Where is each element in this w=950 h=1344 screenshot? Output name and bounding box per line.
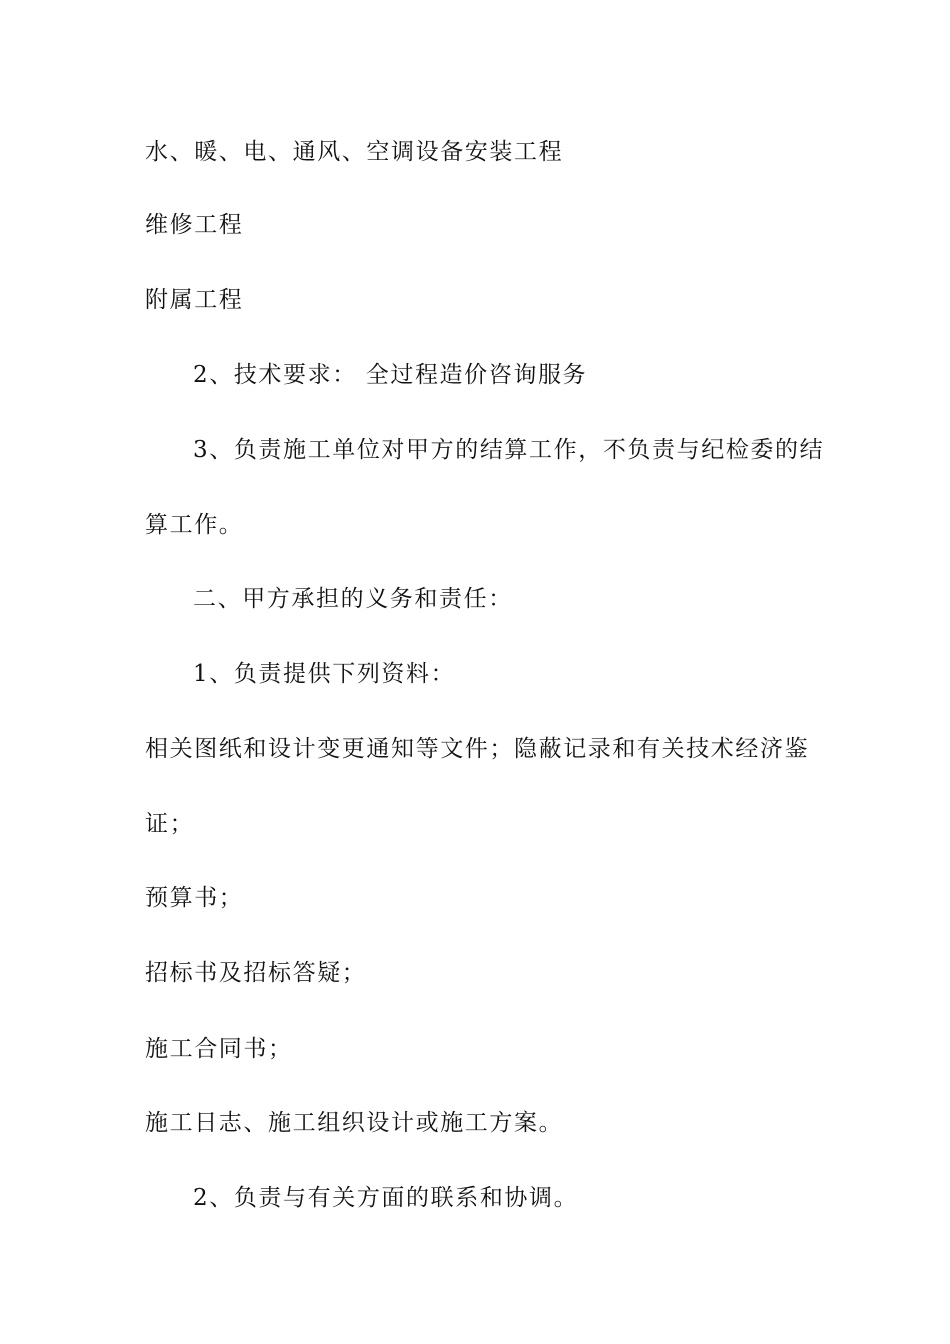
text-line-drawings-2: 证； bbox=[145, 811, 195, 837]
text-line-settlement-2: 算工作。 bbox=[145, 512, 244, 538]
text-line-construction-log: 施工日志、施工组织设计或施工方案。 bbox=[145, 1110, 564, 1136]
text-line-tech-requirements: 2、技术要求： 全过程造价咨询服务 bbox=[193, 362, 588, 388]
text-line-coordination: 2、负责与有关方面的联系和协调。 bbox=[193, 1185, 579, 1211]
text-line-tender: 招标书及招标答疑； bbox=[145, 960, 367, 986]
text-line-ancillary: 附属工程 bbox=[145, 287, 244, 313]
section-heading-obligations: 二、甲方承担的义务和责任： bbox=[193, 586, 513, 612]
text-line-provide-materials: 1、负责提供下列资料： bbox=[193, 661, 456, 687]
text-line-installation: 水、暖、电、通风、空调设备安装工程 bbox=[145, 139, 564, 165]
text-line-contract: 施工合同书； bbox=[145, 1036, 293, 1062]
text-line-maintenance: 维修工程 bbox=[145, 212, 244, 238]
text-line-settlement-1: 3、负责施工单位对甲方的结算工作，不负责与纪检委的结 bbox=[193, 437, 825, 463]
text-line-drawings-1: 相关图纸和设计变更通知等文件；隐蔽记录和有关技术经济鉴 bbox=[145, 736, 810, 762]
text-line-budget: 预算书； bbox=[145, 885, 244, 911]
